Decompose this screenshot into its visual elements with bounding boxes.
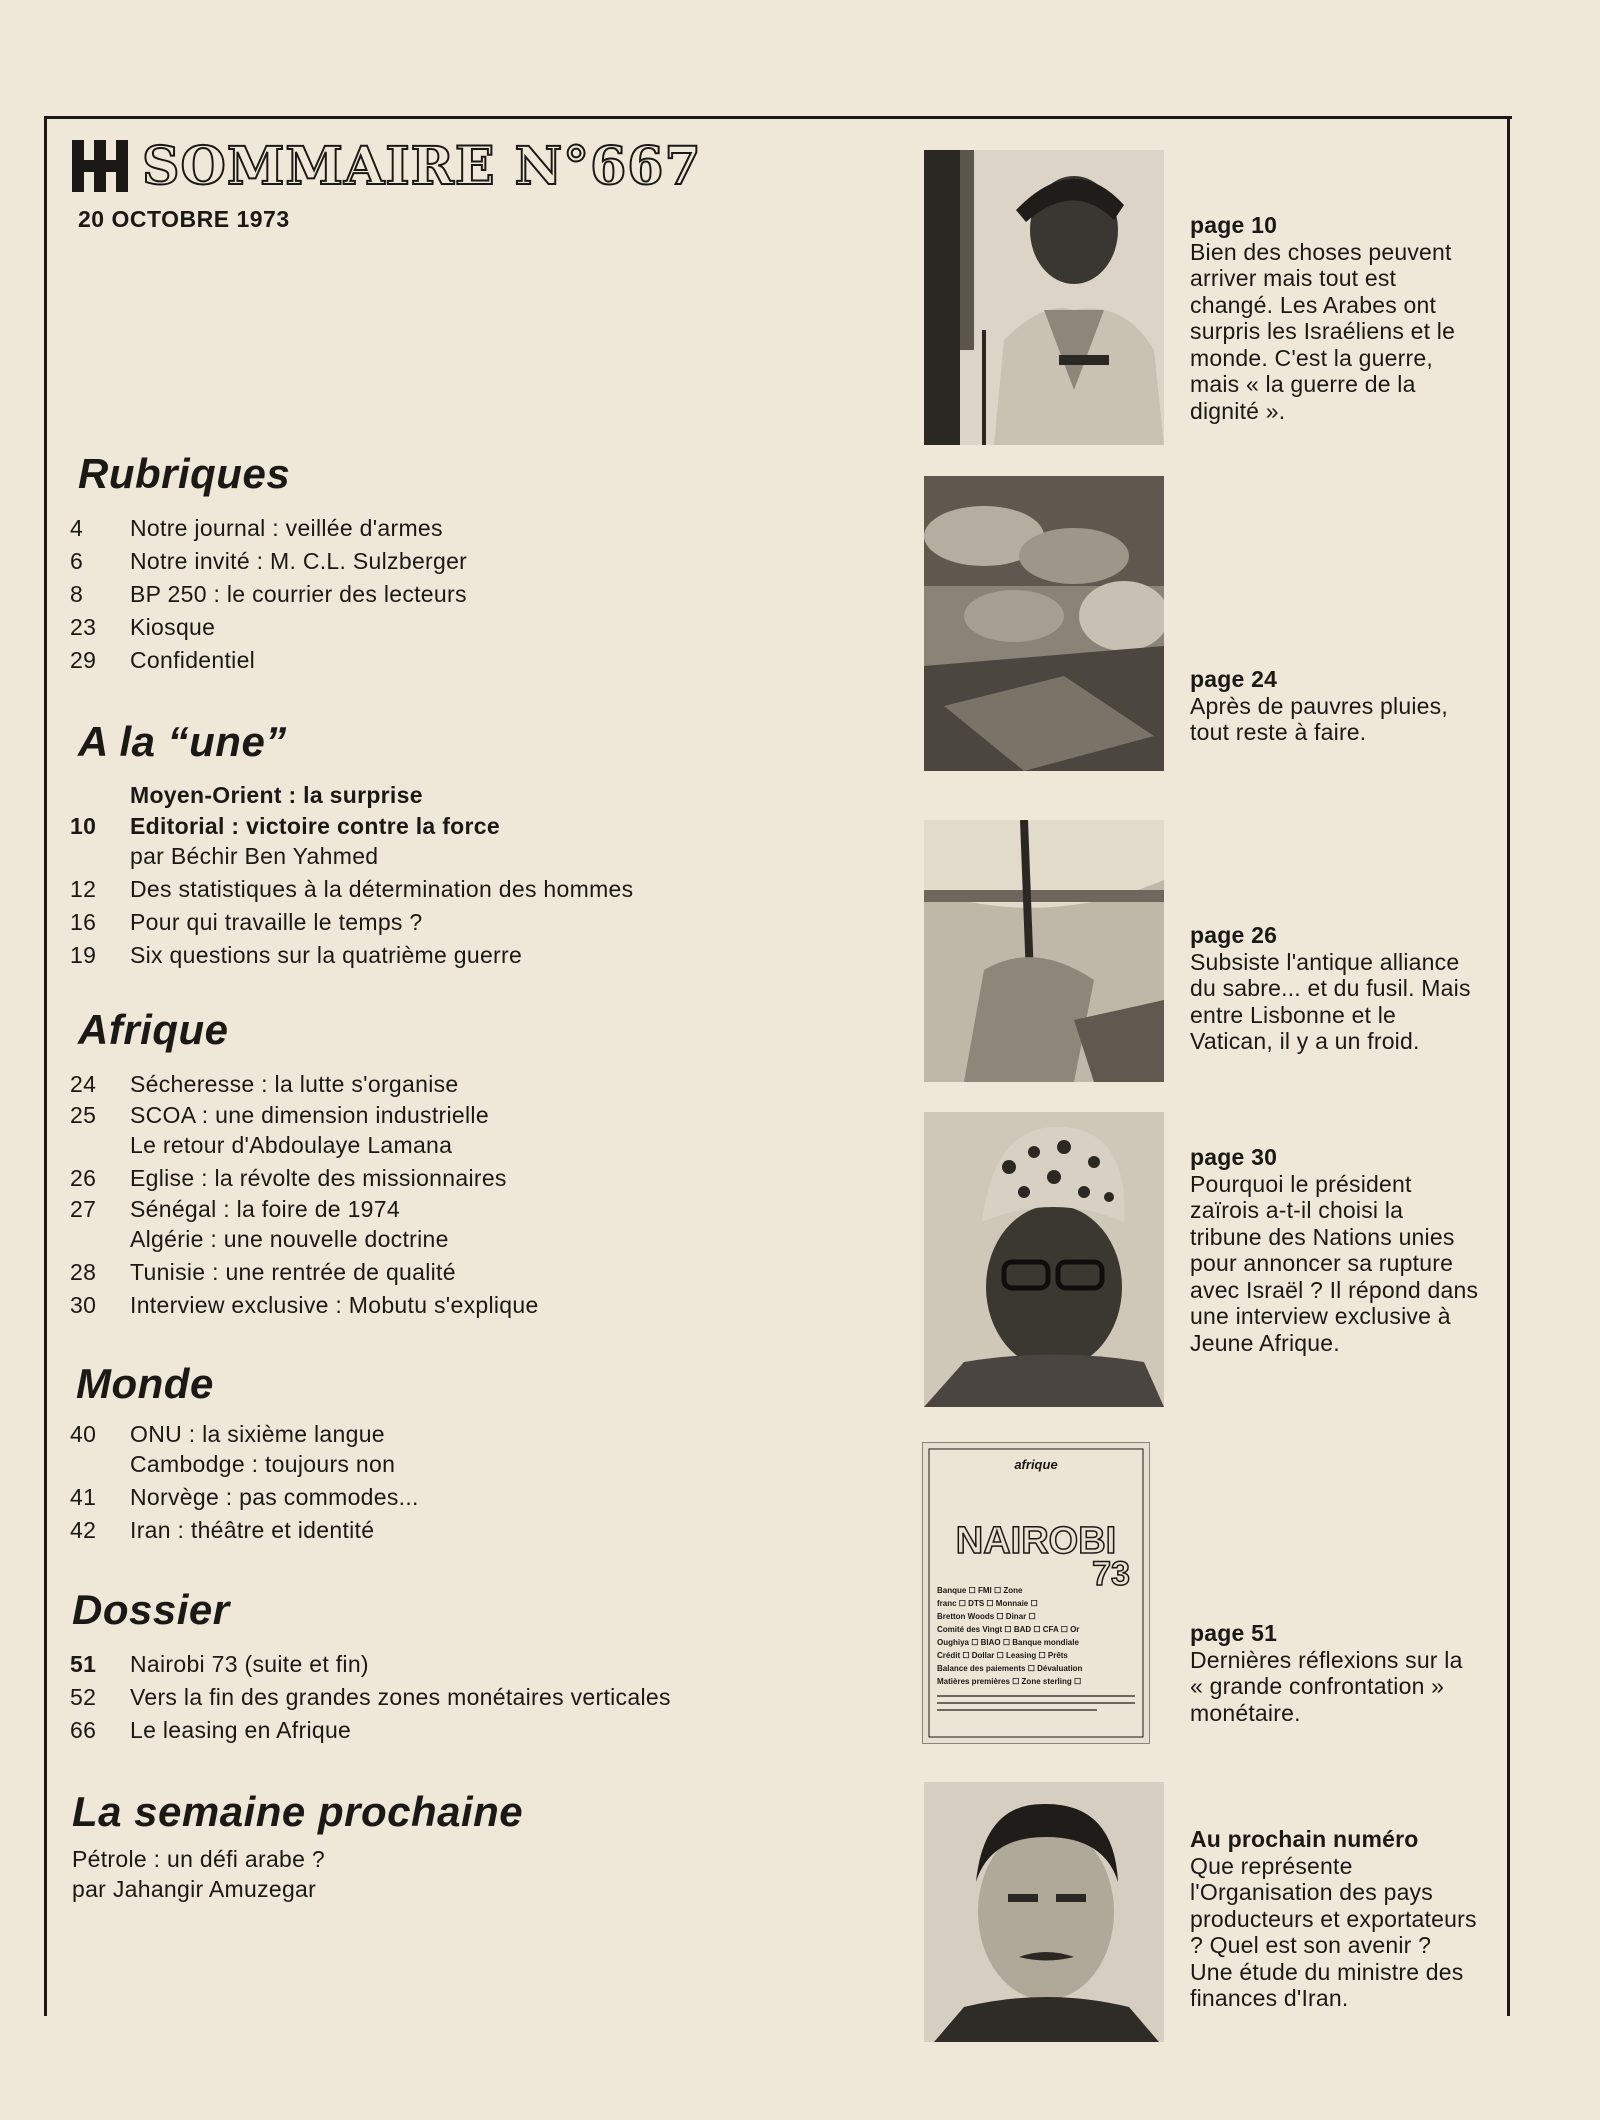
caption-heading: Au prochain numéro — [1190, 1826, 1419, 1852]
section-a-la-une-list — [70, 779, 790, 972]
entry-page: 52 — [70, 1684, 97, 1710]
entry-text: Sécheresse : la lutte s'organise — [130, 1071, 459, 1097]
frame-left-rule — [44, 116, 47, 2016]
cover-row: Oughiya ☐ BIAO ☐ Banque mondiale — [937, 1638, 1079, 1647]
cover-row: Comité des Vingt ☐ BAD ☐ CFA ☐ Or — [937, 1625, 1080, 1634]
cover-brand: afrique — [1014, 1457, 1058, 1472]
toc-entry[interactable] — [70, 1648, 850, 1681]
cover-row: Balance des paiements ☐ Dévaluation — [937, 1664, 1083, 1673]
frame-right-rule — [1507, 116, 1510, 2016]
summary-title: SOMMAIRE N°667 — [142, 135, 702, 197]
toc-entry[interactable] — [70, 939, 790, 972]
entry-text: Pour qui travaille le temps ? — [130, 909, 423, 935]
toc-entry[interactable] — [70, 1195, 790, 1223]
photo-drought-herd[interactable] — [924, 476, 1164, 771]
caption-page-30[interactable] — [1190, 1144, 1480, 1356]
entry-page: 41 — [70, 1484, 97, 1510]
entry-text: SCOA : une dimension industrielle — [130, 1102, 489, 1128]
toc-entry[interactable] — [70, 611, 790, 644]
entry-text: Kiosque — [130, 614, 216, 640]
entry-text: Norvège : pas commodes... — [130, 1484, 419, 1510]
cover-row: franc ☐ DTS ☐ Monnaie ☐ — [937, 1599, 1038, 1608]
section-title-dossier: Dossier — [72, 1586, 230, 1633]
nairobi-cover-image — [923, 1443, 1149, 1743]
section-title-afrique: Afrique — [78, 1006, 229, 1053]
photo-drought-herd-image — [924, 476, 1164, 771]
caption-heading: page 26 — [1190, 922, 1278, 948]
section-title-monde: Monde — [76, 1360, 214, 1407]
section-rubriques-list — [70, 512, 790, 677]
toc-entry[interactable] — [70, 1101, 790, 1129]
toc-entry[interactable] — [70, 512, 790, 545]
next-week-teaser[interactable] — [72, 1844, 325, 1904]
entry-text: Eglise : la révolte des missionnaires — [130, 1165, 507, 1191]
section-afrique-list — [70, 1068, 790, 1322]
section-title-rubriques: Rubriques — [78, 450, 291, 497]
toc-entry[interactable] — [70, 578, 790, 611]
issue-date: 20 OCTOBRE 1973 — [78, 206, 290, 232]
toc-entry[interactable] — [70, 1448, 790, 1481]
caption-next-issue[interactable] — [1190, 1826, 1480, 2012]
toc-entry[interactable] — [70, 1514, 790, 1547]
caption-heading: page 10 — [1190, 212, 1278, 238]
entry-text: ONU : la sixième langue — [130, 1421, 385, 1447]
jeune-afrique-logo-icon — [72, 140, 128, 192]
caption-page-24[interactable] — [1190, 666, 1480, 746]
caption-page-10[interactable] — [1190, 212, 1480, 424]
entry-page: 16 — [70, 909, 97, 935]
entry-text: Notre invité : M. C.L. Sulzberger — [130, 548, 468, 574]
entry-page: 12 — [70, 876, 97, 902]
caption-page-51[interactable] — [1190, 1620, 1480, 1726]
cover-row: Banque ☐ FMI ☐ Zone — [937, 1586, 1023, 1595]
entry-text: Tunisie : une rentrée de qualité — [130, 1259, 456, 1285]
entry-text: Des statistiques à la détermination des hommes — [130, 876, 634, 902]
entry-page: 40 — [70, 1421, 97, 1447]
entry-page: 24 — [70, 1071, 97, 1097]
cover-row: Crédit ☐ Dollar ☐ Leasing ☐ Prêts — [937, 1651, 1068, 1660]
caption-text: Après de pauvres pluies, tout reste à faire. — [1190, 692, 1448, 745]
entry-text: Six questions sur la quatrième guerre — [130, 942, 523, 968]
toc-entry[interactable] — [70, 1256, 790, 1289]
entry-text: par Béchir Ben Yahmed — [130, 843, 379, 869]
caption-text: Bien des choses peuvent arriver mais tout est changé. Les Arabes ont surpris les Israéliens et le monde. C'est la guerre, mais « la guerre de la dignité ». — [1190, 238, 1456, 424]
cover-row: Bretton Woods ☐ Dinar ☐ — [937, 1612, 1036, 1621]
caption-text: Dernières réflexions sur la « grande confrontation » monétaire. — [1190, 1646, 1463, 1726]
entry-text: Notre journal : veillée d'armes — [130, 515, 443, 541]
caption-page-26[interactable] — [1190, 922, 1480, 1055]
entry-page: 25 — [70, 1102, 97, 1128]
frame-top-rule — [44, 116, 1512, 119]
cover-title: NAIROBI — [955, 1520, 1117, 1562]
photo-officer-image — [924, 150, 1164, 445]
entry-text: Cambodge : toujours non — [130, 1451, 396, 1477]
photo-amuzegar-image — [924, 1782, 1164, 2042]
next-week-line-1: Pétrole : un défi arabe ? — [72, 1846, 325, 1872]
toc-entry[interactable] — [70, 1129, 790, 1162]
entry-text: Vers la fin des grandes zones monétaires verticales — [130, 1684, 671, 1710]
cover-number: 73 — [1092, 1555, 1130, 1593]
entry-page: 42 — [70, 1517, 97, 1543]
masthead — [72, 136, 702, 196]
toc-entry[interactable] — [70, 779, 790, 812]
toc-entry[interactable] — [70, 1420, 790, 1448]
toc-entry[interactable] — [70, 1289, 790, 1322]
caption-text: Pourquoi le président zaïrois a-t-il choisi la tribune des Nations unies pour annoncer sa rupture avec Israël ? Il répond dans une interview exclusive à Jeune Afrique. — [1190, 1170, 1479, 1356]
entry-page: 10 — [70, 813, 97, 839]
toc-entry[interactable] — [70, 1223, 790, 1256]
entry-text: Moyen-Orient : la surprise — [130, 782, 423, 808]
photo-officer[interactable] — [924, 150, 1164, 445]
entry-text: Algérie : une nouvelle doctrine — [130, 1226, 449, 1252]
entry-page: 29 — [70, 647, 97, 673]
entry-text: BP 250 : le courrier des lecteurs — [130, 581, 467, 607]
toc-entry[interactable] — [70, 644, 790, 677]
entry-page: 6 — [70, 548, 84, 574]
photo-soldier-rifle-image — [924, 820, 1164, 1082]
entry-page: 27 — [70, 1196, 97, 1222]
section-dossier-list — [70, 1648, 850, 1747]
toc-entry[interactable] — [70, 873, 790, 906]
entry-text: Iran : théâtre et identité — [130, 1517, 375, 1543]
photo-amuzegar[interactable] — [924, 1782, 1164, 2042]
toc-entry[interactable] — [70, 906, 790, 939]
entry-text: Confidentiel — [130, 647, 256, 673]
photo-soldier-rifle[interactable] — [924, 820, 1164, 1082]
section-title-a-la-une: A la “une” — [78, 718, 287, 765]
entry-page: 30 — [70, 1292, 97, 1318]
cover-row: Matières premières ☐ Zone sterling ☐ — [937, 1677, 1082, 1686]
caption-heading: page 30 — [1190, 1144, 1278, 1170]
toc-entry[interactable] — [70, 1481, 790, 1514]
entry-page: 4 — [70, 515, 84, 541]
entry-page: 66 — [70, 1717, 97, 1743]
entry-page: 26 — [70, 1165, 97, 1191]
entry-text: Nairobi 73 (suite et fin) — [130, 1651, 369, 1677]
toc-entry[interactable] — [70, 1681, 850, 1714]
toc-entry[interactable] — [70, 1068, 790, 1101]
photo-mobutu-image — [924, 1112, 1164, 1407]
caption-heading: page 51 — [1190, 1620, 1278, 1646]
entry-text: Le leasing en Afrique — [130, 1717, 352, 1743]
entry-page: 23 — [70, 614, 97, 640]
toc-entry[interactable] — [70, 1714, 850, 1747]
caption-text: Que représente l'Organisation des pays producteurs et exportateurs ? Quel est son avenir ? Une étude du ministre des finances d'Iran. — [1190, 1852, 1477, 2011]
entry-page: 19 — [70, 942, 97, 968]
entry-page: 28 — [70, 1259, 97, 1285]
toc-entry[interactable] — [70, 812, 790, 840]
entry-page: 8 — [70, 581, 84, 607]
entry-text: Editorial : victoire contre la force — [130, 813, 500, 839]
entry-text: Sénégal : la foire de 1974 — [130, 1196, 400, 1222]
next-week-line-2: par Jahangir Amuzegar — [72, 1876, 317, 1902]
section-monde-list — [70, 1420, 790, 1547]
toc-entry[interactable] — [70, 840, 790, 873]
caption-heading: page 24 — [1190, 666, 1278, 692]
entry-text: Le retour d'Abdoulaye Lamana — [130, 1132, 453, 1158]
photo-mobutu[interactable] — [924, 1112, 1164, 1407]
entry-text: Interview exclusive : Mobutu s'explique — [130, 1292, 539, 1318]
toc-entry[interactable] — [70, 545, 790, 578]
toc-entry[interactable] — [70, 1162, 790, 1195]
caption-text: Subsiste l'antique alliance du sabre... et du fusil. Mais entre Lisbonne et le Vatican, il y a un froid. — [1190, 948, 1471, 1054]
section-title-next-week: La semaine prochaine — [72, 1788, 524, 1835]
entry-page: 51 — [70, 1651, 97, 1677]
photo-nairobi-cover[interactable] — [922, 1442, 1150, 1744]
